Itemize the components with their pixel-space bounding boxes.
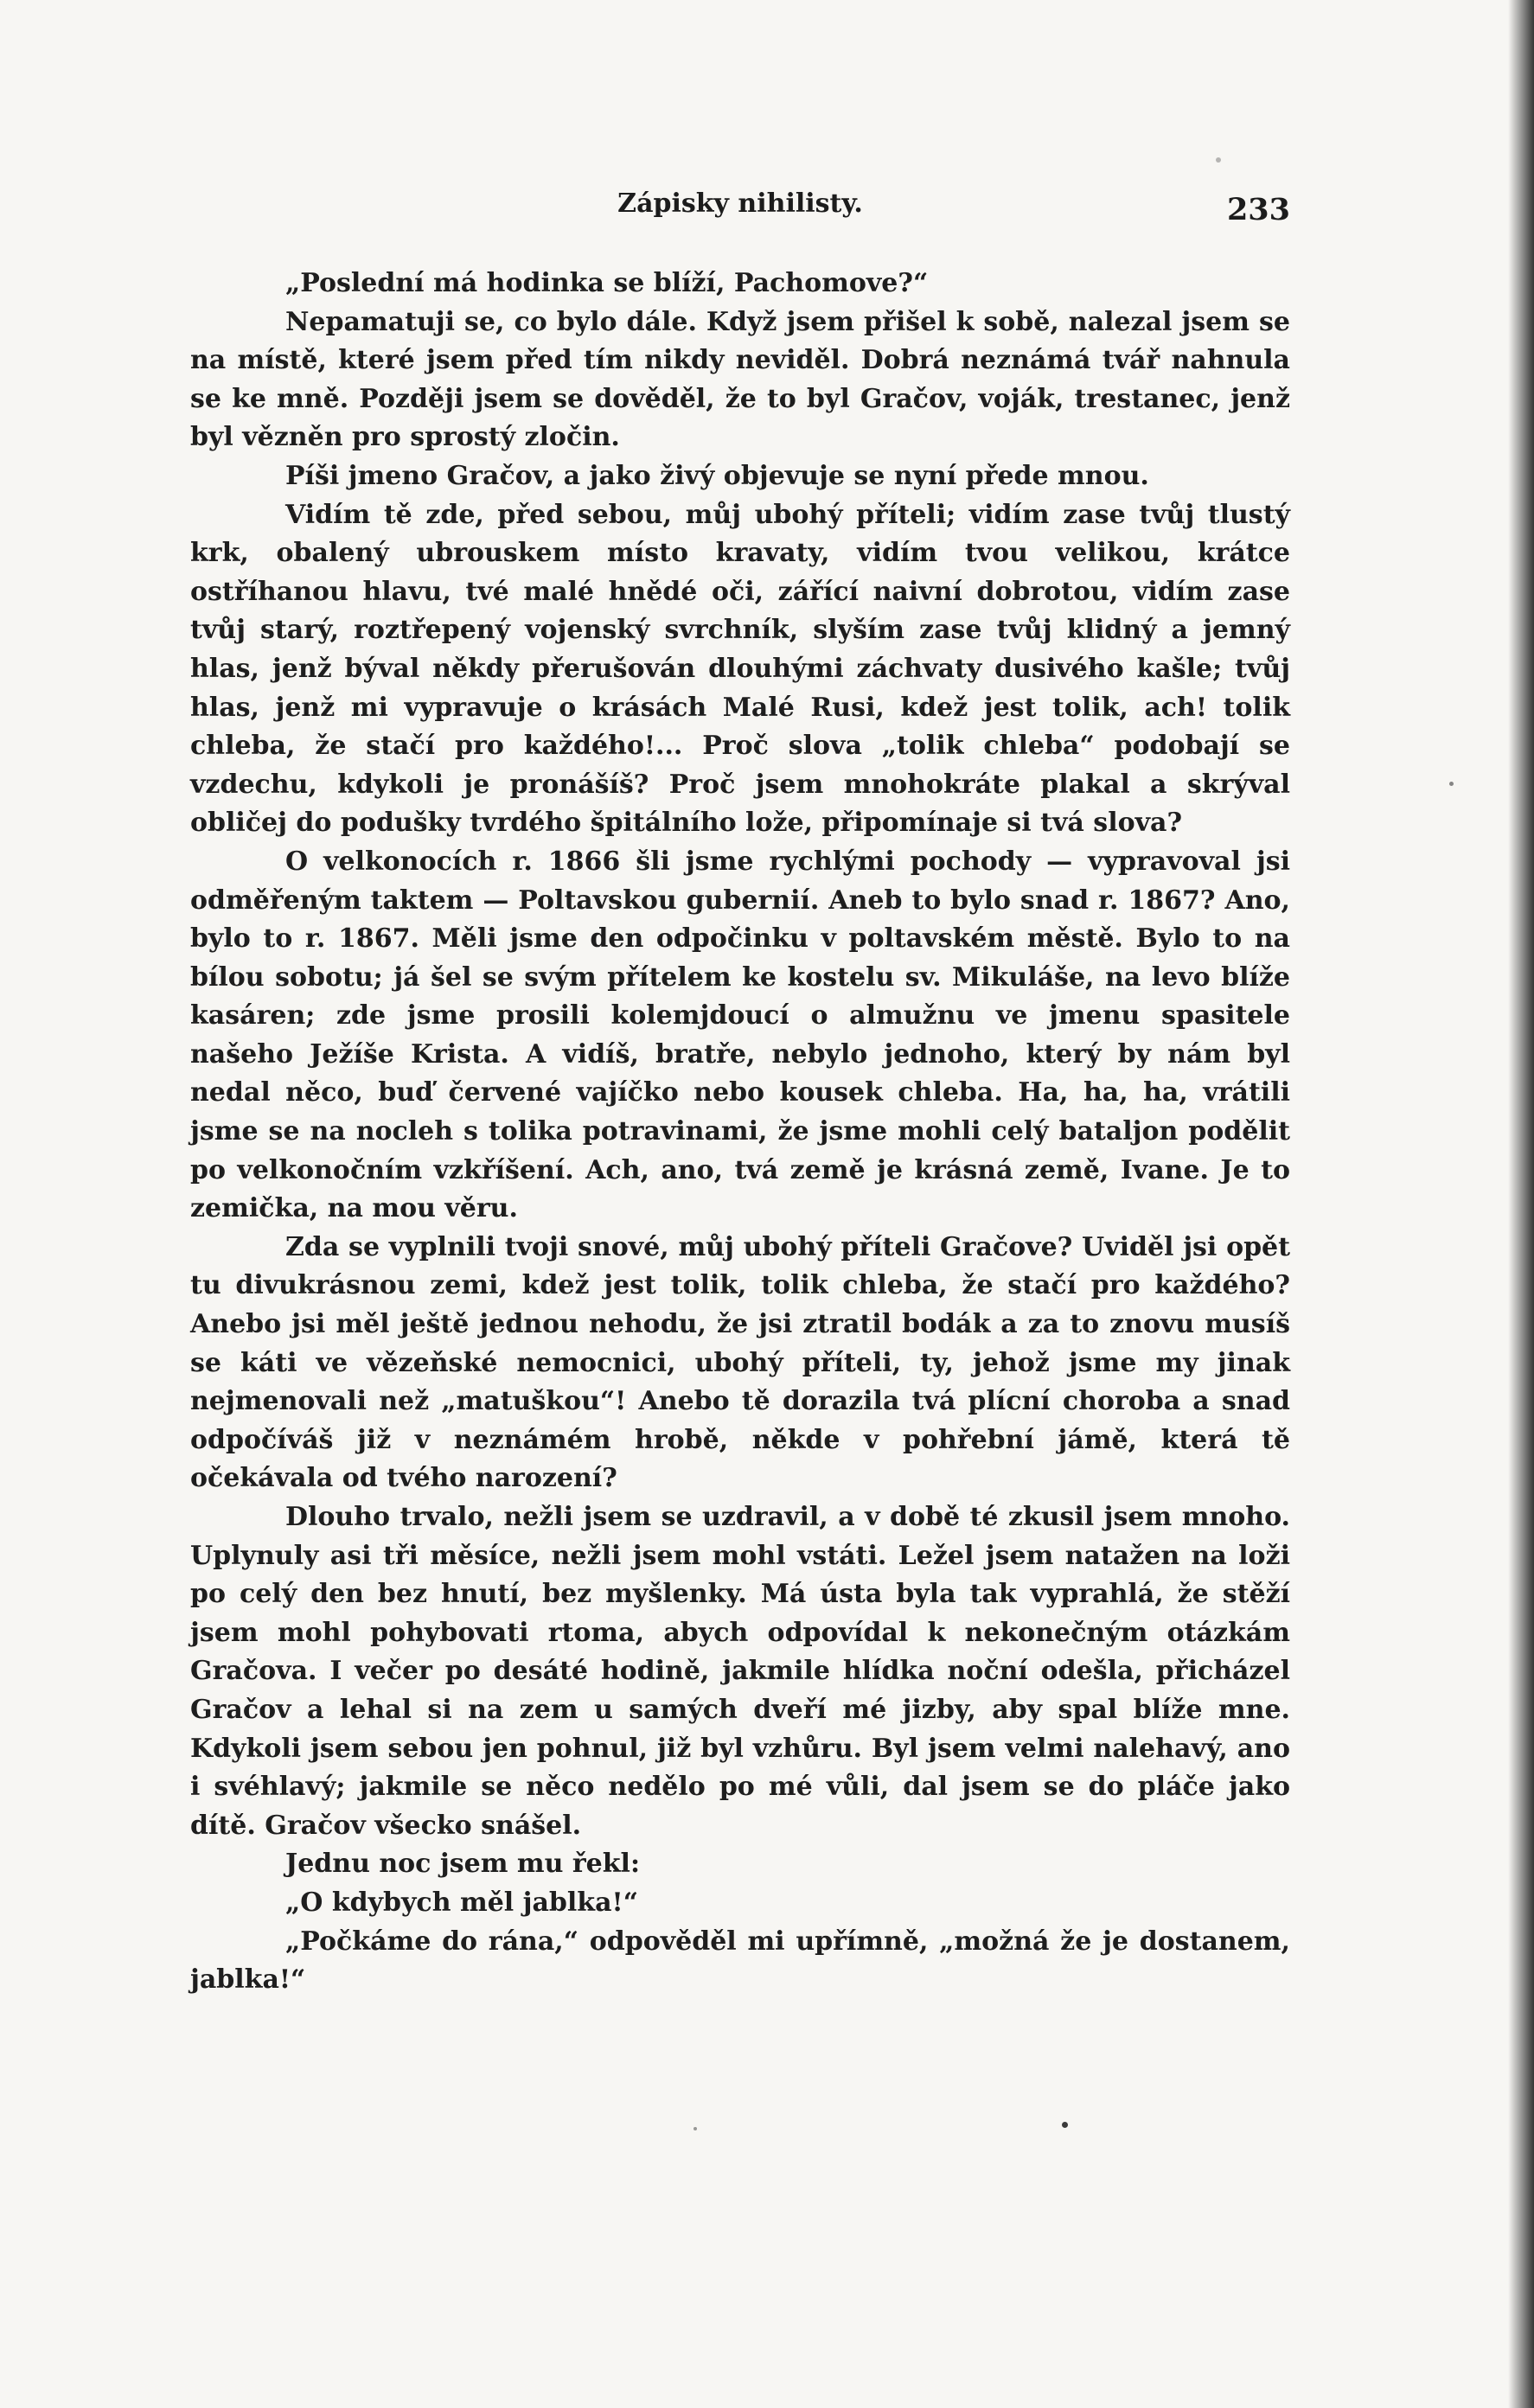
paper-speck [693,2127,697,2130]
paragraph-10: „Počkáme do rána,“ odpověděl mi upřímně, „možná že je dostanem, jablka!“ [190,1926,1290,1996]
page-number: 233 [1226,192,1290,227]
paragraph-8: Jednu noc jsem mu řekl: [285,1849,641,1880]
paragraph-3: Píši jmeno Gračov, a jako živý objevuje se nyní přede mnou. [285,460,1149,491]
paper-speck [1216,157,1221,163]
paragraph-4: Vidím tě zde, před sebou, můj ubohý příteli; vidím zase tvůj tlustý krk, obalený ubrouskem místo kravaty, vidím tvou velikou, krátce ostříhanou hlavu, tvé malé hnědé oči, zářící naivní dobrotou, vidím zase tvůj starý, roztřepený vojenský svrchník, slyším zase tvůj klidný a jemný hlas, jenž býval někdy přerušován dlouhými záchvaty dusivého kašle; tvůj hlas, jenž mi vypravuje o krásách Malé Rusi, kdež jest tolik, ach! tolik chleba, že stačí pro každého!... Proč slova „tolik chleba“ podobají se vzdechu, kdykoli je pronášíš? Proč jsem mnohokráte plakal a skrýval obličej do podušky tvrdého špitálního lože, připomínaje si tvá slova? [190,499,1290,839]
paragraph-1: „Poslední má hodinka se blíží, Pachomove?“ [285,268,929,298]
page-header [190,188,1290,232]
paragraph-2: Nepamatuji se, co bylo dále. Když jsem přišel k sobě, nalezal jsem se na místě, které jsem před tím nikdy neviděl. Dobrá neznámá tvář nahnula se ke mně. Později jsem se dověděl, že to byl Gračov, voják, trestanec, jenž byl vězněn pro sprostý zločin. [190,306,1290,453]
paragraph-7: Dlouho trvalo, nežli jsem se uzdravil, a v době té zkusil jsem mnoho. Uplynuly asi tři měsíce, nežli jsem mohl vstáti. Ležel jsem natažen na loži po celý den bez hnutí, bez myšlenky. Má ústa byla tak vyprahlá, že stěží jsem mohl pohybovati rtoma, abych odpovídal k nekonečným otázkám Gračova. I večer po desáté hodině, jakmile hlídka noční odešla, přicházel Gračov a lehal si na zem u samých dveří mé jizby, aby spal blíže mne. Kdykoli jsem sebou jen pohnul, již byl vzhůru. Byl jsem velmi nalehavý, ano i svéhlavý; jakmile se něco nedělo po mé vůli, dal jsem se do pláče jako dítě. Gračov všecko snášel. [190,1502,1290,1841]
paper-speck [1062,2122,1068,2128]
paper-speck [1449,782,1454,786]
running-title: Zápisky nihilisty. [617,188,863,219]
paragraph-6: Zda se vyplnili tvoji snové, můj ubohý příteli Gračove? Uviděl jsi opět tu divukrásnou zemi, kdež jest tolik, tolik chleba, že stačí pro každého? Anebo jsi měl ještě jednou nehodu, že jsi ztratil bodák a za to znovu musíš se káti ve vězeňské nemocnici, ubohý příteli, ty, jehož jsme my jinak nejmenovali než „matuškou“! Anebo tě dorazila tvá plícní choroba a snad odpočíváš již v neznámém hrobě, někde v pohřební jámě, která tě očekávala od tvého narození? [190,1231,1290,1494]
body-text [190,265,1290,2000]
paragraph-9: „O kdybych měl jablka!“ [285,1887,638,1918]
paragraph-5: O velkonocích r. 1866 šli jsme rychlými pochody — vypravoval jsi odměřeným taktem — Poltavskou gubernií. Aneb to bylo snad r. 1867? Ano, bylo to r. 1867. Měli jsme den odpočinku v poltavském městě. Bylo to na bílou sobotu; já šel se svým přítelem ke kostelu sv. Mikuláše, na levo blíže kasáren; zde jsme prosili kolemjdoucí o almužnu ve jmenu spasitele našeho Ježíše Krista. A vidíš, bratře, nebylo jednoho, který by nám byl nedal něco, buď červené vajíčko nebo kousek chleba. Ha, ha, ha, vrátili jsme se na nocleh s tolika potravinami, že jsme mohli celý bataljon podělit po velkonočním vzkříšení. Ach, ano, tvá země je krásná země, Ivane. Je to zemička, na mou věru. [190,846,1290,1224]
